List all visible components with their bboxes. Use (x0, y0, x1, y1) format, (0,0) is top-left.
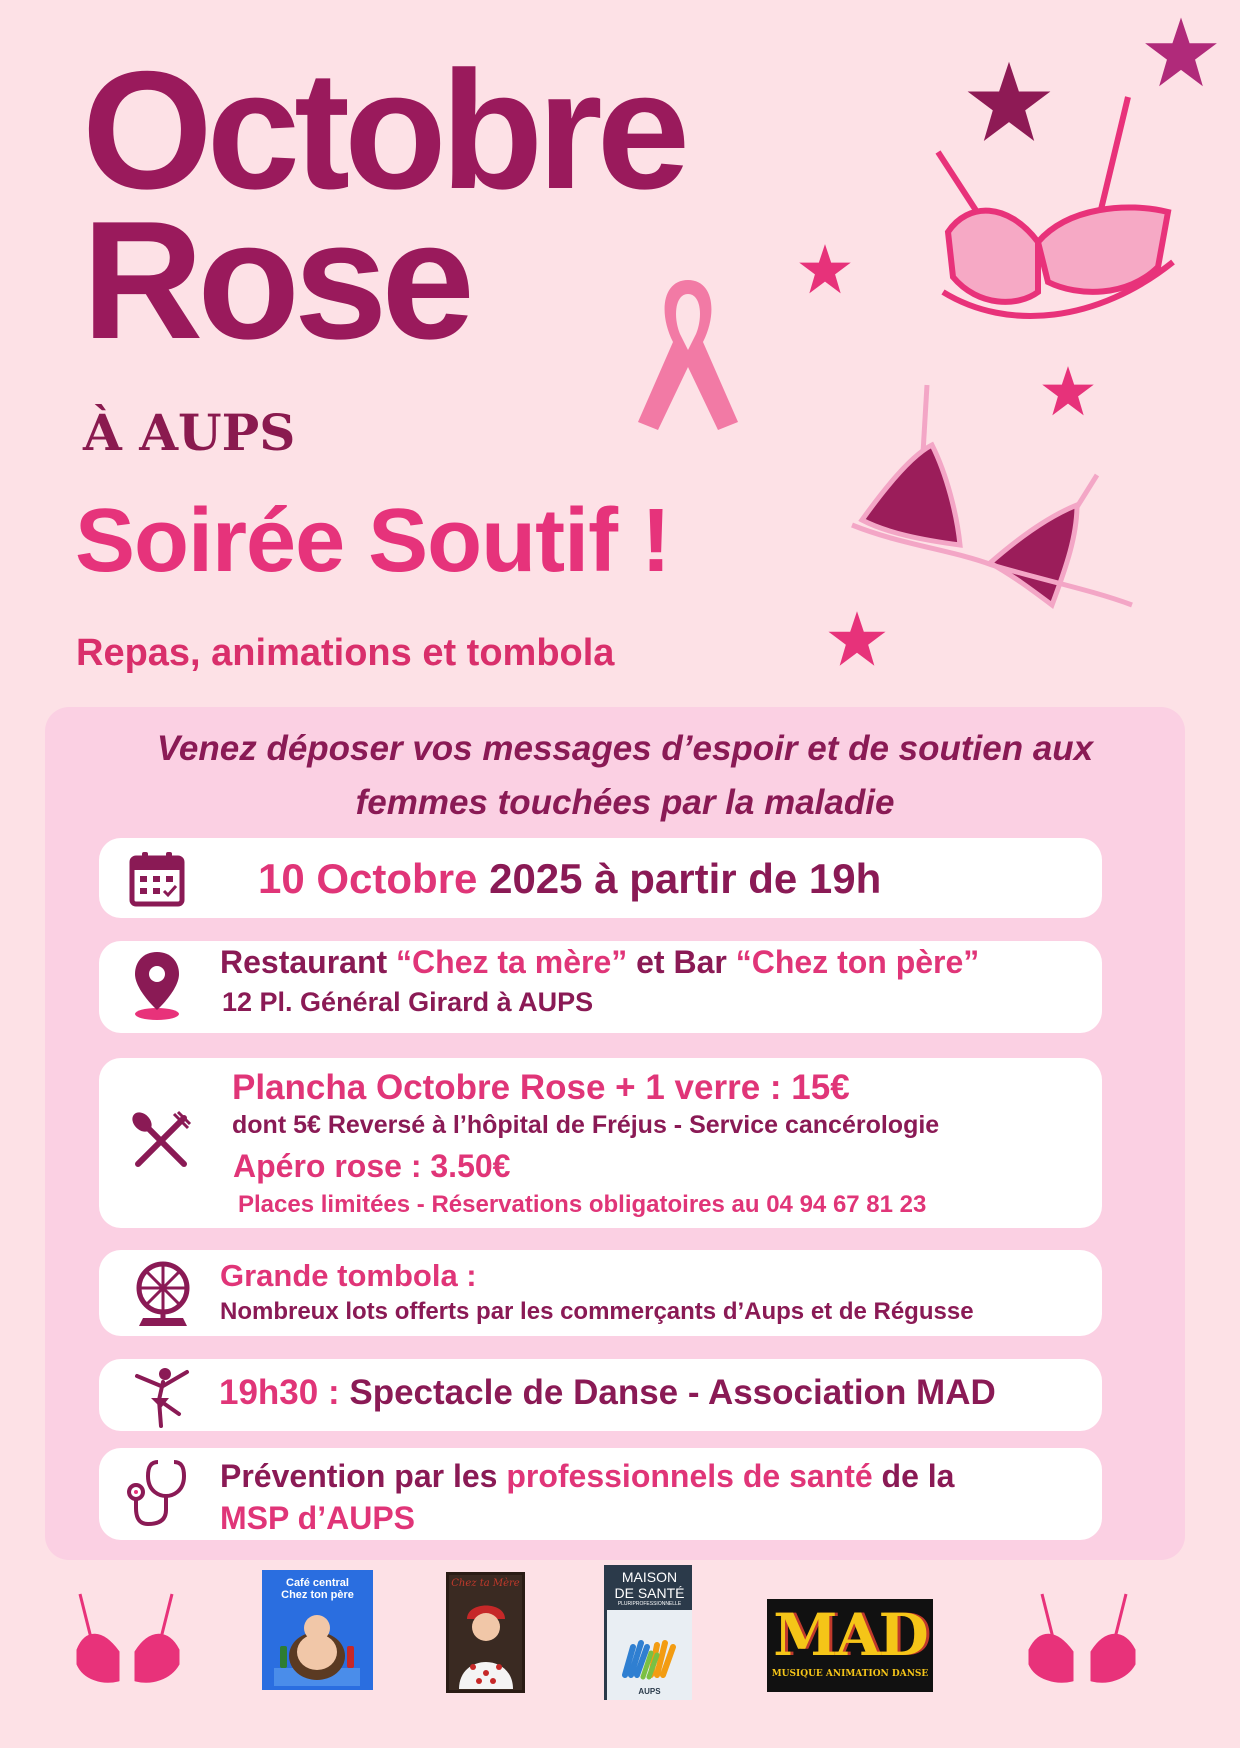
grandmother-icon (453, 1593, 519, 1689)
mad-association-logo: MAD MUSIQUE ANIMATION DANSE (767, 1599, 933, 1692)
bra-icon (842, 375, 1138, 620)
title-line-2: Rose (82, 186, 469, 374)
reservation-note: Places limitées - Réservations obligatoires au 04 94 67 81 23 (238, 1191, 927, 1218)
intro-line-1: Venez déposer vos messages d’espoir et de soutien aux (156, 729, 1094, 768)
dance-title: Spectacle de Danse - Association MAD (349, 1373, 996, 1412)
intro-line-2: femmes touchées par la maladie (355, 783, 895, 822)
bra-icon (1022, 1588, 1142, 1692)
pink-ribbon-icon (628, 272, 748, 434)
chez-ta-mere-logo: Chez ta Mère (446, 1572, 525, 1693)
tombola-title: Grande tombola : (220, 1258, 477, 1293)
location-heading: À AUPS (83, 403, 296, 462)
bra-icon (928, 92, 1180, 332)
calendar-icon (128, 850, 186, 908)
bra-icon (72, 1590, 184, 1690)
hands-icon (617, 1629, 685, 1681)
cafe-central-logo: Café central Chez ton père (262, 1570, 373, 1690)
venue-line: Restaurant “Chez ta mère” et Bar “Chez ton père” (220, 944, 980, 980)
prevention-line: Prévention par les professionnels de santé de la (220, 1458, 955, 1494)
donation-note: dont 5€ Reversé à l’hôpital de Fréjus - Service cancérologie (232, 1111, 940, 1139)
event-date-rest: 2025 à partir de 19h (477, 855, 882, 902)
plancha-offer: Plancha Octobre Rose + 1 verre : 15€ (232, 1068, 850, 1107)
intro-message (150, 722, 1100, 830)
title-line-1: Octobre (82, 36, 685, 224)
tombola-details: Nombreux lots offerts par les commerçants d’Aups et de Régusse (220, 1298, 974, 1325)
maison-de-sante-logo: MAISON DE SANTÉ PLURIPROFESSIONNELLE AUPS (604, 1565, 692, 1700)
event-date-day: 10 Octobre (258, 855, 478, 902)
stethoscope-icon (118, 1458, 190, 1530)
venue-address: 12 Pl. Général Girard à AUPS (222, 987, 594, 1017)
bar-name: “Chez ton père” (735, 944, 980, 980)
health-professionals: professionnels de santé (506, 1458, 873, 1494)
dance-time: 19h30 : (219, 1373, 350, 1412)
cartoon-man-icon (274, 1608, 360, 1686)
dancer-icon (131, 1364, 193, 1430)
restaurant-name: “Chez ta mère” (396, 944, 628, 980)
apero-offer: Apéro rose : 3.50€ (233, 1148, 511, 1184)
page-title (82, 36, 685, 374)
location-pin-icon (130, 950, 184, 1022)
msp-name: MSP d’AUPS (220, 1500, 415, 1536)
event-heading: Soirée Soutif ! (75, 491, 671, 591)
cutlery-icon (130, 1110, 192, 1172)
star-icon (797, 243, 853, 299)
dance-show (219, 1373, 996, 1413)
event-subtitle: Repas, animations et tombola (76, 632, 615, 674)
star-icon (1142, 16, 1220, 94)
lottery-wheel-icon (131, 1260, 195, 1328)
event-date (258, 855, 881, 903)
